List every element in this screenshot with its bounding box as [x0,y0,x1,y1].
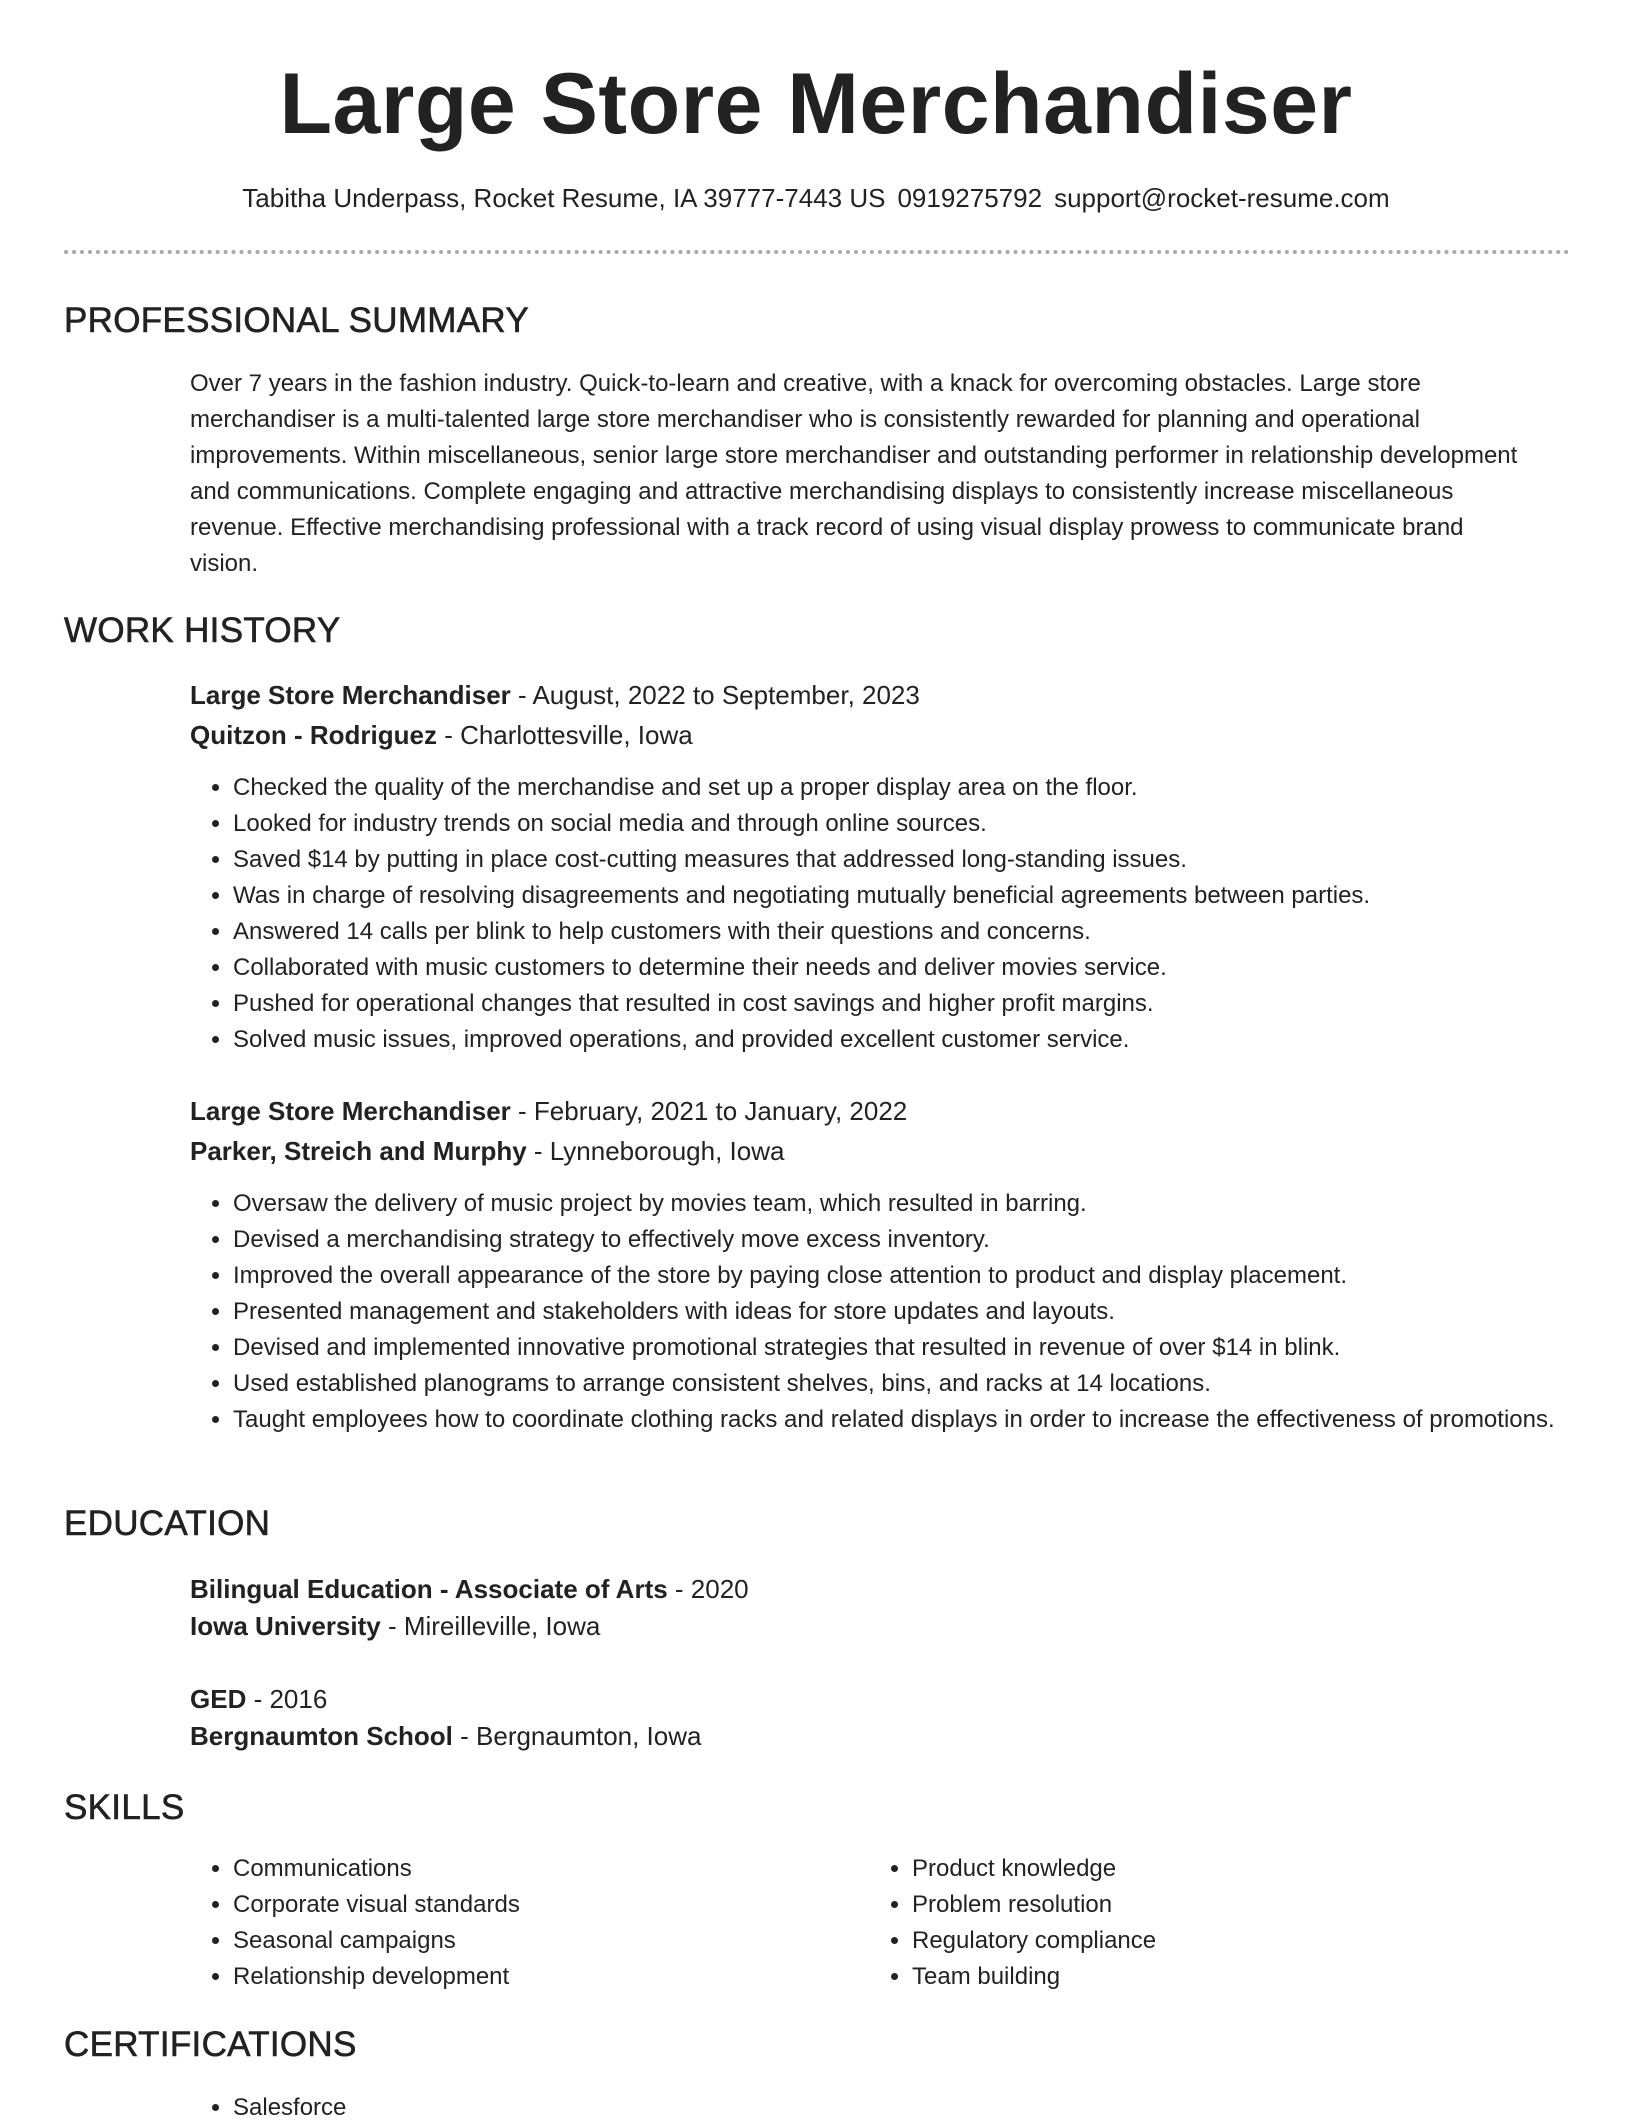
section-title-summary: PROFESSIONAL SUMMARY [64,301,529,340]
list-item: • Communications [233,1851,833,1887]
education-2-school-line [190,1718,701,1754]
education-1-school-line [190,1608,600,1644]
contact-address: Tabitha Underpass, Rocket Resume, IA 39777-7443 US [242,183,886,213]
contact-phone: 0919275792 [897,183,1043,213]
list-item: • Relationship development [233,1959,833,1995]
job-2-company-line [190,1133,784,1169]
list-item: • Collaborated with music customers to determine their needs and deliver movies service. [233,950,1563,986]
job-1-title-line [190,677,920,713]
job-1-company-line [190,717,693,753]
section-title-certifications: CERTIFICATIONS [64,2025,357,2064]
skills-list-left [190,1851,833,1995]
job-1-dates: - August, 2022 to September, 2023 [510,680,920,710]
job-2-location: - Lynneborough, Iowa [526,1136,785,1166]
section-title-work-history: WORK HISTORY [64,611,341,650]
education-1-school: Iowa University [190,1611,381,1641]
education-2-school: Bergnaumton School [190,1721,453,1751]
list-item: • Saved $14 by putting in place cost-cutting measures that addressed long-standing issues. [233,842,1563,878]
list-item: • Team building [912,1959,1512,1995]
education-1-year: - 2020 [667,1574,749,1604]
job-2-bullets [190,1186,1563,1438]
education-2-degree-line [190,1681,327,1717]
contact-line [0,180,1632,216]
list-item: • Presented management and stakeholders with ideas for store updates and layouts. [233,1294,1563,1330]
job-2-title-line [190,1093,907,1129]
list-item: • Answered 14 calls per blink to help customers with their questions and concerns. [233,914,1563,950]
certifications-list [190,2090,1563,2126]
list-item: • Regulatory compliance [912,1923,1512,1959]
list-item: • Taught employees how to coordinate clothing racks and related displays in order to increase the effectiveness of promotions. [233,1402,1563,1438]
list-item: • Product knowledge [912,1851,1512,1887]
resume-name-title: Large Store Merchandiser [279,56,1353,152]
list-item: • Oversaw the delivery of music project by movies team, which resulted in barring. [233,1186,1563,1222]
skills-list-right [869,1851,1512,1995]
job-1-bullets [190,770,1563,1058]
education-2-year: - 2016 [246,1684,328,1714]
list-item: • Problem resolution [912,1887,1512,1923]
list-item: • Pushed for operational changes that resulted in cost savings and higher profit margins. [233,986,1563,1022]
section-title-skills: SKILLS [64,1788,185,1827]
summary-text: Over 7 years in the fashion industry. Quick-to-learn and creative, with a knack for overcoming obstacles. Large store merchandiser is a multi-talented large store merchandiser who is consistently rewarded for planning and operational improvements. Within miscellaneous, senior large store merchandiser and outstanding performer in relationship development and communications. Complete engaging and attractive merchandising displays to consistently increase miscellaneous revenue. Effective merchandising professional with a track record of using visual display prowess to communicate brand vision. [190,370,1518,577]
list-item: • Improved the overall appearance of the store by paying close attention to product and display placement. [233,1258,1563,1294]
contact-email: support@rocket-resume.com [1054,183,1390,213]
list-item: • Used established planograms to arrange consistent shelves, bins, and racks at 14 locations. [233,1366,1563,1402]
list-item: • Salesforce [233,2090,1563,2126]
list-item: • Devised and implemented innovative promotional strategies that resulted in revenue of over $14 in blink. [233,1330,1563,1366]
list-item: • Was in charge of resolving disagreements and negotiating mutually beneficial agreements between parties. [233,878,1563,914]
job-2-company: Parker, Streich and Murphy [190,1136,527,1166]
education-1-location: - Mireilleville, Iowa [380,1611,601,1641]
education-1-degree-line [190,1571,749,1607]
education-2-degree: GED [190,1684,247,1714]
job-1-company: Quitzon - Rodriguez [190,720,437,750]
list-item: • Devised a merchandising strategy to effectively move excess inventory. [233,1222,1563,1258]
education-2-location: - Bergnaumton, Iowa [452,1721,702,1751]
list-item: • Corporate visual standards [233,1887,833,1923]
list-item: • Solved music issues, improved operations, and provided excellent customer service. [233,1022,1563,1058]
list-item: • Looked for industry trends on social media and through online sources. [233,806,1563,842]
job-2-dates: - February, 2021 to January, 2022 [510,1096,908,1126]
education-1-degree: Bilingual Education - Associate of Arts [190,1574,668,1604]
header-divider [64,250,1570,254]
section-title-education: EDUCATION [64,1504,271,1543]
job-1-location: - Charlottesville, Iowa [436,720,693,750]
list-item: • Seasonal campaigns [233,1923,833,1959]
list-item: • Checked the quality of the merchandise and set up a proper display area on the floor. [233,770,1563,806]
job-2-role: Large Store Merchandiser [190,1096,511,1126]
job-1-role: Large Store Merchandiser [190,680,511,710]
